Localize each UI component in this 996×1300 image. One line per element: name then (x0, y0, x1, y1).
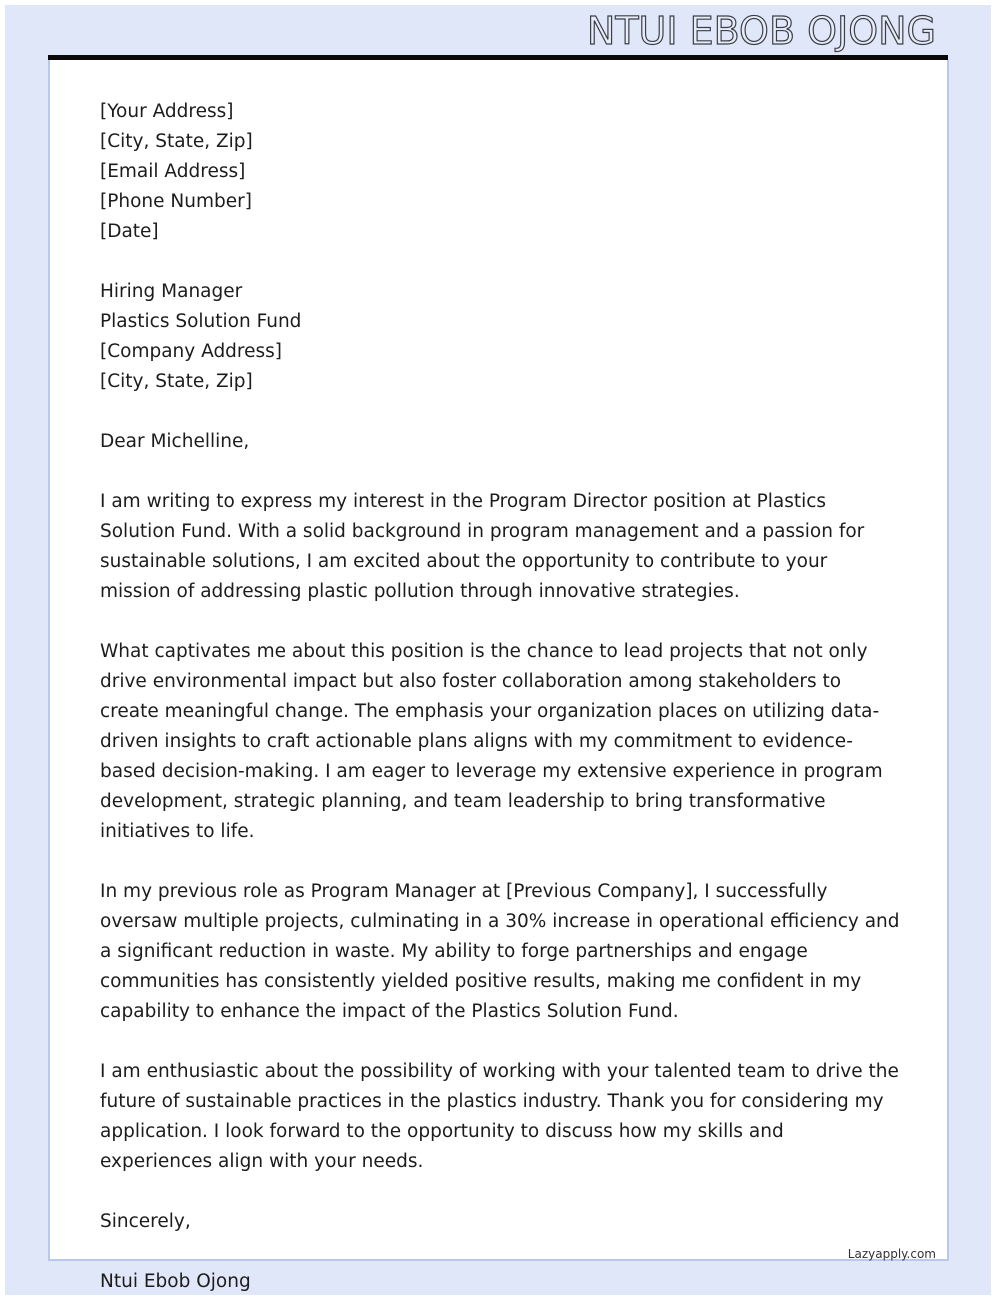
recipient-address: [Company Address] (100, 341, 283, 362)
recipient-city-state-zip: [City, State, Zip] (100, 371, 253, 392)
salutation: Dear Michelline, (100, 431, 250, 452)
sender-address: [Your Address] (100, 101, 234, 122)
sender-email: [Email Address] (100, 161, 246, 182)
closing: Sincerely, (100, 1211, 191, 1232)
spacer (100, 457, 900, 487)
header-name: NTUI EBOB OJONG (586, 9, 936, 53)
spacer (100, 247, 900, 277)
recipient-title: Hiring Manager (100, 281, 243, 302)
paragraph: I am enthusiastic about the possibility of working with your talented team to drive the future of sustainable practices in the plastics industry. Thank you for considering my application. I look forward to the opportunity to discuss how my skills and experiences align with your needs. (100, 1061, 899, 1172)
sender-block (100, 97, 900, 247)
sender-phone: [Phone Number] (100, 191, 252, 212)
recipient-company: Plastics Solution Fund (100, 311, 302, 332)
recipient-block (100, 277, 900, 397)
paragraph: What captivates me about this position is the chance to lead projects that not only drive environmental impact but also foster collaboration among stakeholders to create meaningful change. The emphasis your organization places on utilizing data-driven insights to craft actionable plans aligns with my commitment to evidence-based decision-making. I am eager to leverage my extensive experience in program development, strategic planning, and team leadership to bring transformative initiatives to life. (100, 641, 883, 842)
paragraph: I am writing to express my interest in the Program Director position at Plastics Solution Fund. With a solid background in program management and a passion for sustainable solutions, I am excited about the opportunity to contribute to your mission of addressing plastic pollution through innovative strategies. (100, 491, 865, 602)
watermark: Lazyapply.com (847, 1247, 936, 1261)
paragraph: In my previous role as Program Manager at [Previous Company], I successfully oversaw multiple projects, culminating in a 30% increase in operational efficiency and a significant reduction in waste. My ability to forge partnerships and engage communities has consistently yielded positive results, making me confident in my capability to enhance the impact of the Plastics Solution Fund. (100, 881, 900, 1022)
signature: Ntui Ebob Ojong (100, 1271, 251, 1292)
sender-city-state-zip: [City, State, Zip] (100, 131, 253, 152)
spacer (100, 397, 900, 427)
letter-body (100, 97, 900, 1237)
sender-date: [Date] (100, 221, 159, 242)
